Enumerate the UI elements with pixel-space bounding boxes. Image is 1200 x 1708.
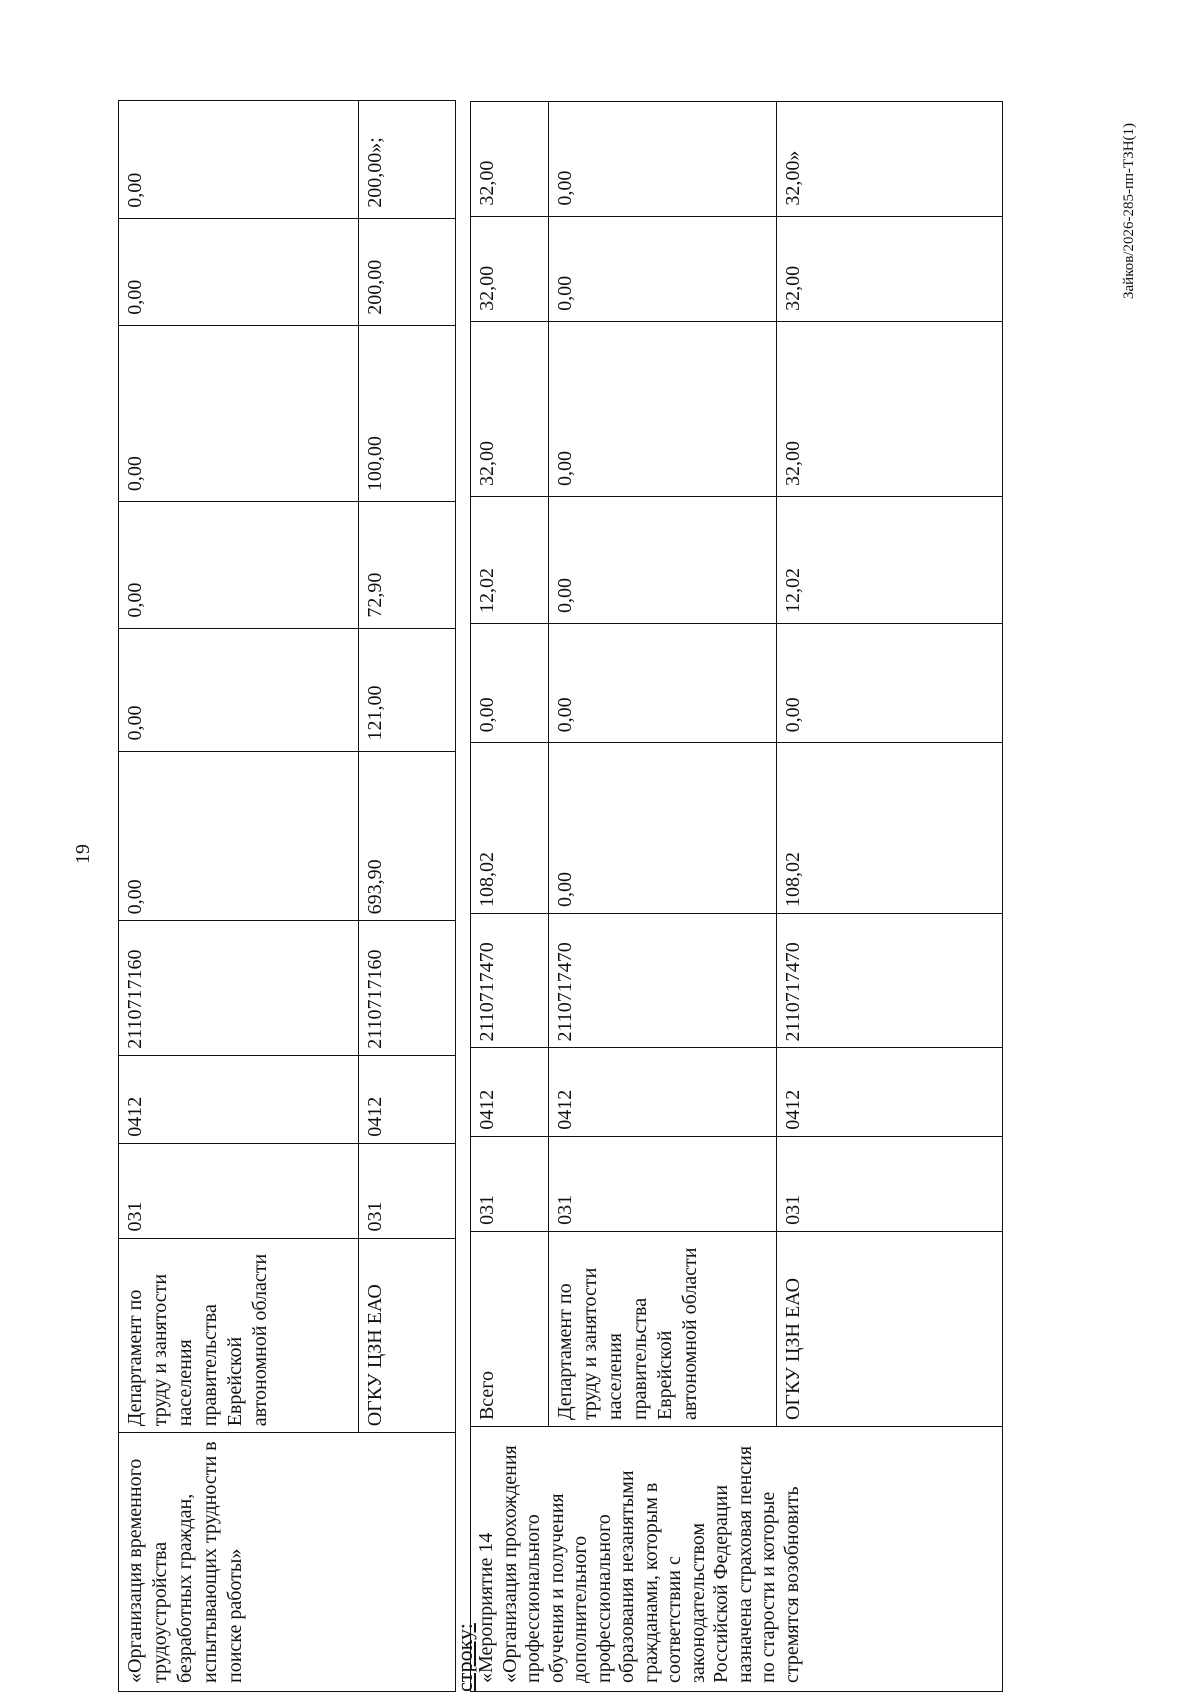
cell-value: 0,00 — [777, 623, 1003, 742]
cell-executor: Департамент по труду и занятости населения правительства Еврейской автономной области — [119, 1238, 359, 1433]
cell-value: 0,00 — [471, 623, 549, 742]
cell-value: 0,00 — [119, 628, 359, 751]
cell-value: 32,00 — [777, 216, 1003, 321]
cell-executor: Департамент по труду и занятости населения правительства Еврейской автономной области — [549, 1231, 777, 1426]
cell-rzpr: 0412 — [549, 1048, 777, 1136]
cell-value: 12,02 — [471, 497, 549, 624]
cell-value: 32,00 — [471, 321, 549, 496]
cell-name: «Мероприятие 14 «Организация прохождения профессионального обучения и получения дополнительного профессионального образования незанятыми гражданами, которым в соответствии с законодательством Российской Федерации назначена страховая пенсия по старости и которые стремятся возобновить — [471, 1427, 1003, 1692]
cell-csr: 2110717470 — [777, 913, 1003, 1048]
table-row — [471, 1, 549, 1692]
cell-value: 0,00 — [119, 502, 359, 628]
cell-rzpr: 0412 — [359, 1055, 456, 1143]
cell-value: 200,00»; — [359, 101, 456, 218]
cell-value: 32,00 — [777, 321, 1003, 496]
cell-value: 0,00 — [549, 216, 777, 321]
cell-executor: ОГКУ ЦЗН ЕАО — [777, 1231, 1003, 1426]
table-top — [118, 0, 456, 1692]
cell-rzpr: 0412 — [777, 1048, 1003, 1136]
cell-value: 0,00 — [119, 101, 359, 218]
cell-total: 0,00 — [549, 743, 777, 914]
cell-value: 0,00 — [549, 321, 777, 496]
cell-rzpr: 0412 — [119, 1055, 359, 1143]
cell-grbs: 031 — [359, 1143, 456, 1238]
section-label: строку: — [452, 1623, 477, 1692]
cell-grbs: 031 — [777, 1136, 1003, 1231]
cell-value: 200,00 — [359, 218, 456, 325]
cell-grbs: 031 — [119, 1143, 359, 1238]
cell-value: 0,00 — [119, 218, 359, 325]
cell-executor: Всего — [471, 1231, 549, 1426]
cell-grbs: 031 — [549, 1136, 777, 1231]
cell-value: 121,00 — [359, 628, 456, 751]
cell-value: 32,00» — [777, 102, 1003, 217]
cell-total: 108,02 — [777, 743, 1003, 914]
cell-executor: ОГКУ ЦЗН ЕАО — [359, 1238, 456, 1433]
cell-rzpr: 0412 — [471, 1048, 549, 1136]
cell-value: 100,00 — [359, 325, 456, 501]
cell-value: 0,00 — [549, 497, 777, 624]
cell-value: 0,00 — [549, 102, 777, 217]
cell-csr: 2110717160 — [359, 921, 456, 1055]
cell-name: «Организация временного трудоустройства безработных граждан, испытывающих трудности в поиске работы» — [119, 1433, 456, 1692]
cell-value: 0,00 — [119, 325, 359, 501]
cell-total: 108,02 — [471, 743, 549, 914]
table-row — [119, 1, 359, 1692]
cell-csr: 2110717470 — [549, 913, 777, 1048]
cell-csr: 2110717160 — [119, 921, 359, 1055]
cell-total: 693,90 — [359, 751, 456, 921]
table-bottom — [470, 0, 1003, 1692]
cell-value: 32,00 — [471, 216, 549, 321]
cell-value: 0,00 — [549, 623, 777, 742]
cell-value: 12,02 — [777, 497, 1003, 624]
cell-grbs: 031 — [471, 1136, 549, 1231]
cell-csr: 2110717470 — [471, 913, 549, 1048]
cell-total: 0,00 — [119, 751, 359, 921]
cell-value: 32,00 — [471, 102, 549, 217]
cell-value: 72,90 — [359, 502, 456, 628]
page-number: 19 — [72, 844, 94, 864]
footer-code: Зайков/2026-285-пп-ТЗН(1) — [1121, 122, 1137, 299]
